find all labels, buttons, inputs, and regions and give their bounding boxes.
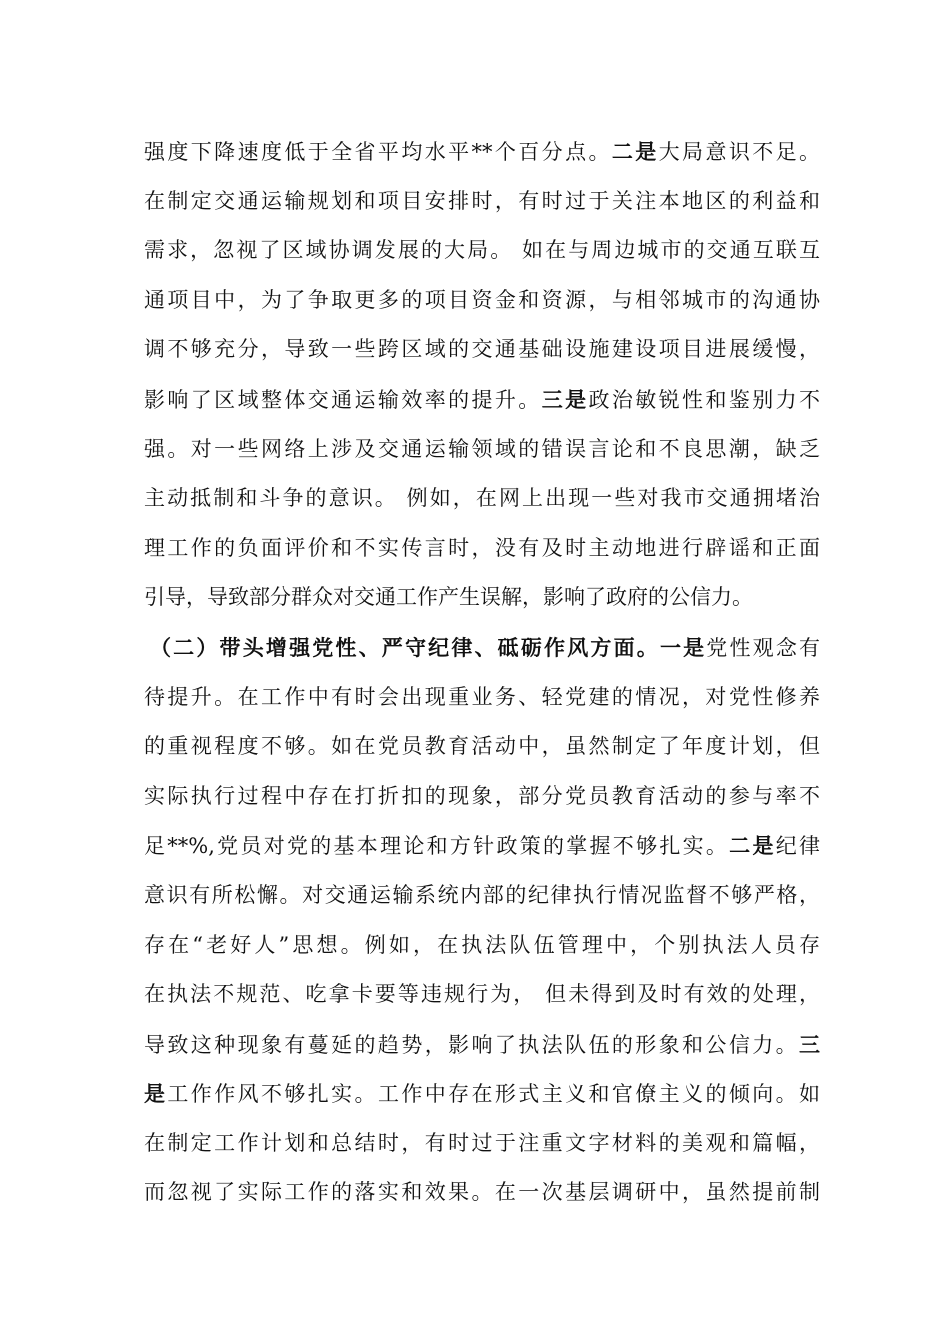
text-line: 强度下降速度低于全省平均水平**个百分点。二是大局意识不足。 (144, 139, 821, 164)
text-line: 而忽视了实际工作的落实和效果。在一次基层调研中，虽然提前制 (144, 1180, 820, 1205)
emphasis-label: 二是 (611, 139, 659, 164)
body-text (144, 127, 820, 1218)
text-line: 在制定交通运输规划和项目安排时，有时过于关注本地区的利益和 (144, 188, 820, 213)
text-line: 是工作作风不够扎实。工作中存在形式主义和官僚主义的倾向。如 (144, 1081, 821, 1107)
text-line: 需求，忽视了区域协调发展的大局。 如在与周边城市的交通互联互 (144, 238, 820, 263)
section-heading: （二）带头增强党性、严守纪律、砥砺作风方面。 (150, 634, 660, 660)
emphasis-label: 二是 (729, 833, 776, 859)
text-line: 通项目中，为了争取更多的项目资金和资源，与相邻城市的沟通协 (144, 287, 820, 312)
text-line: 的重视程度不够。如在党员教育活动中，虽然制定了年度计划，但 (144, 734, 820, 759)
emphasis-label: 是 (144, 1081, 168, 1107)
text-line: 理工作的负面评价和不实传言时，没有及时主动地进行辟谣和正面 (144, 535, 820, 560)
text-line: 足**%,党员对党的基本理论和方针政策的掌握不够扎实。二是纪律 (144, 833, 820, 859)
text-line: 影响了区域整体交通运输效率的提升。三是政治敏锐性和鉴别力不 (144, 386, 821, 412)
text-line: 主动抵制和斗争的意识。 例如，在网上出现一些对我市交通拥堵治 (144, 486, 820, 511)
emphasis-label: 一是 (659, 634, 707, 660)
emphasis-label: 三 (799, 1031, 820, 1057)
text-line: 强。对一些网络上涉及交通运输领域的错误言论和不良思潮，缺乏 (144, 436, 820, 461)
text-line: 引导，导致部分群众对交通工作产生误解，影响了政府的公信力。 (144, 585, 753, 610)
section-heading-line: （二）带头增强党性、严守纪律、砥砺作风方面。一是党性观念有 (150, 634, 821, 660)
emphasis-label: 三是 (541, 386, 589, 412)
text-line: 意识有所松懈。对交通运输系统内部的纪律执行情况监督不够严格， (144, 882, 820, 907)
text-line: 存在“老好人”思想。例如，在执法队伍管理中，个别执法人员存 (144, 932, 820, 957)
text-line: 调不够充分，导致一些跨区域的交通基础设施建设项目进展缓慢， (144, 337, 820, 362)
text-line: 导致这种现象有蔓延的趋势，影响了执法队伍的形象和公信力。三 (144, 1031, 820, 1057)
text-line: 待提升。在工作中有时会出现重业务、轻党建的情况，对党性修养 (144, 684, 820, 709)
text-line: 在执法不规范、吃拿卡要等违规行为， 但未得到及时有效的处理， (144, 982, 820, 1007)
text-line: 在制定工作计划和总结时，有时过于注重文字材料的美观和篇幅， (144, 1130, 820, 1155)
text-line: 实际执行过程中存在打折扣的现象，部分党员教育活动的参与率不 (144, 783, 820, 808)
